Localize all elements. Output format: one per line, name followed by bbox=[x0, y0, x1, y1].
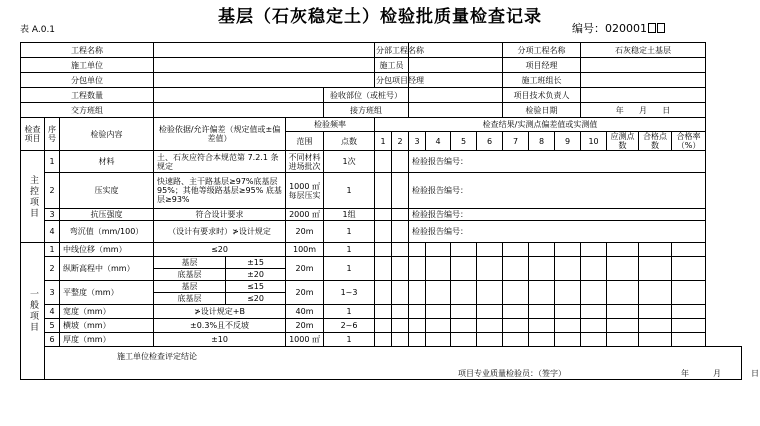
row-range: 100m bbox=[286, 243, 324, 257]
result-cell[interactable] bbox=[392, 319, 409, 333]
result-cell[interactable] bbox=[672, 281, 706, 305]
table-row bbox=[21, 209, 742, 221]
row-content: 横坡（mm） bbox=[60, 319, 154, 333]
serial-label: 编号： bbox=[572, 22, 605, 35]
result-cell[interactable] bbox=[477, 281, 503, 305]
row-sub-label: 基层 bbox=[154, 257, 226, 269]
row-points: 1次 bbox=[324, 151, 375, 173]
result-cell[interactable] bbox=[672, 319, 706, 333]
row-no: 1 bbox=[45, 151, 60, 173]
result-cell[interactable] bbox=[392, 151, 409, 173]
row-points: 1 bbox=[324, 333, 375, 347]
footer-month: 月 bbox=[713, 369, 721, 378]
col-num: 5 bbox=[451, 132, 477, 151]
table-row bbox=[21, 281, 742, 293]
project-manager-label: 项目经理 bbox=[503, 58, 581, 73]
header-row bbox=[21, 88, 742, 103]
result-cell[interactable] bbox=[375, 151, 392, 173]
col-num: 4 bbox=[426, 132, 451, 151]
result-cell[interactable] bbox=[477, 243, 503, 257]
row-no: 3 bbox=[45, 209, 60, 221]
result-cell[interactable] bbox=[581, 257, 607, 281]
result-cell[interactable] bbox=[409, 305, 426, 319]
col-points: 点数 bbox=[324, 132, 375, 151]
result-cell[interactable] bbox=[409, 333, 426, 347]
result-cell[interactable] bbox=[555, 243, 581, 257]
result-cell[interactable] bbox=[375, 209, 392, 221]
result-cell[interactable] bbox=[503, 243, 529, 257]
result-cell[interactable] bbox=[426, 257, 451, 281]
result-cell[interactable] bbox=[555, 319, 581, 333]
result-cell[interactable] bbox=[639, 305, 672, 319]
result-cell[interactable] bbox=[409, 243, 426, 257]
row-range: 20m bbox=[286, 221, 324, 243]
result-cell[interactable] bbox=[529, 281, 555, 305]
main-group-label: 主控项目 bbox=[21, 151, 45, 243]
result-cell[interactable] bbox=[529, 319, 555, 333]
project-name-label: 工程名称 bbox=[21, 43, 154, 58]
acceptance-location-value[interactable] bbox=[409, 88, 503, 103]
row-content: 中线位移（mm） bbox=[60, 243, 154, 257]
construction-unit-value[interactable] bbox=[154, 58, 375, 73]
result-cell[interactable] bbox=[409, 281, 426, 305]
result-cell[interactable] bbox=[477, 257, 503, 281]
col-content: 检验内容 bbox=[60, 118, 154, 151]
result-cell[interactable] bbox=[581, 319, 607, 333]
inspection-date-label: 检验日期 bbox=[503, 103, 581, 118]
result-cell[interactable] bbox=[639, 281, 672, 305]
row-content: 平整度（mm） bbox=[60, 281, 154, 305]
row-content: 抗压强度 bbox=[60, 209, 154, 221]
result-cell[interactable] bbox=[392, 173, 409, 209]
header-row bbox=[21, 103, 742, 118]
result-cell[interactable] bbox=[672, 333, 706, 347]
table-row bbox=[21, 305, 742, 319]
result-cell[interactable] bbox=[392, 281, 409, 305]
team-leader-label: 施工班组长 bbox=[503, 73, 581, 88]
col-num: 1 bbox=[375, 132, 392, 151]
row-no: 3 bbox=[45, 281, 60, 305]
col-qualified: 合格点数 bbox=[639, 132, 672, 151]
footer-row bbox=[21, 347, 742, 380]
col-rate: 合格率（%） bbox=[672, 132, 706, 151]
row-basis: ≤20 bbox=[154, 243, 286, 257]
year-label: 年 bbox=[615, 105, 624, 115]
result-cell[interactable] bbox=[451, 243, 477, 257]
row-sub-value: ≤15 bbox=[226, 281, 286, 293]
result-cell[interactable] bbox=[672, 257, 706, 281]
row-basis: ±0.3%且不反坡 bbox=[154, 319, 286, 333]
row-content: 压实度 bbox=[60, 173, 154, 209]
row-basis: ≯设计规定+B bbox=[154, 305, 286, 319]
col-range: 范围 bbox=[286, 132, 324, 151]
row-no: 1 bbox=[45, 243, 60, 257]
day-label: 日 bbox=[662, 105, 671, 115]
result-cell[interactable] bbox=[392, 209, 409, 221]
row-no: 4 bbox=[45, 305, 60, 319]
crew-label: 施工员 bbox=[375, 58, 409, 73]
project-name-value[interactable] bbox=[154, 43, 375, 58]
result-cell[interactable] bbox=[607, 281, 639, 305]
result-cell[interactable] bbox=[607, 319, 639, 333]
col-num: 10 bbox=[581, 132, 607, 151]
result-cell[interactable] bbox=[409, 257, 426, 281]
result-cell[interactable] bbox=[426, 333, 451, 347]
blank-box bbox=[657, 23, 665, 33]
result-cell[interactable] bbox=[639, 319, 672, 333]
sub-manager-label: 分包项目经理 bbox=[375, 73, 409, 88]
result-cell[interactable] bbox=[392, 305, 409, 319]
row-points: 1 bbox=[324, 257, 375, 281]
footer-day: 日 bbox=[751, 369, 759, 378]
form-title: 基层（石灰稳定土）检验批质量检查记录 bbox=[218, 7, 542, 27]
footer-year: 年 bbox=[681, 369, 689, 378]
table-row bbox=[21, 333, 742, 347]
acceptance-location-label: 验收部位（或桩号） bbox=[324, 88, 409, 103]
result-cell[interactable] bbox=[451, 305, 477, 319]
row-range: 20m bbox=[286, 257, 324, 281]
row-points: 1 bbox=[324, 243, 375, 257]
row-range: 40m bbox=[286, 305, 324, 319]
result-cell[interactable] bbox=[375, 305, 392, 319]
col-num: 6 bbox=[477, 132, 503, 151]
report-number-cell[interactable]: 检验报告编号： bbox=[409, 173, 706, 209]
result-cell[interactable] bbox=[451, 281, 477, 305]
result-cell[interactable] bbox=[639, 243, 672, 257]
header-row bbox=[21, 58, 742, 73]
conclusion-cell[interactable] bbox=[45, 347, 759, 380]
col-num: 8 bbox=[529, 132, 555, 151]
table-row bbox=[21, 151, 742, 173]
result-cell[interactable] bbox=[555, 333, 581, 347]
header-row bbox=[21, 43, 742, 58]
general-group-label: 一般项目 bbox=[21, 243, 45, 380]
col-results: 检查结果/实测点偏差值或实测值 bbox=[375, 118, 706, 132]
inspector-signature-label: 项目专业质量检验员：（签字） bbox=[458, 369, 566, 378]
report-number-cell[interactable]: 检验报告编号： bbox=[409, 209, 706, 221]
result-cell[interactable] bbox=[607, 243, 639, 257]
result-cell[interactable] bbox=[426, 305, 451, 319]
month-label: 月 bbox=[639, 105, 648, 115]
row-range: 1000 ㎡ bbox=[286, 333, 324, 347]
result-cell[interactable] bbox=[375, 173, 392, 209]
row-content: 弯沉值（mm/100） bbox=[60, 221, 154, 243]
row-basis: 符合设计要求 bbox=[154, 209, 286, 221]
row-sub-value: ≤20 bbox=[226, 293, 286, 305]
result-cell[interactable] bbox=[392, 333, 409, 347]
result-cell[interactable] bbox=[607, 257, 639, 281]
col-basis: 检验依据/允许偏差（规定值或±偏差值） bbox=[154, 118, 286, 151]
result-cell[interactable] bbox=[503, 305, 529, 319]
receiving-team-label: 接方班组 bbox=[324, 103, 409, 118]
result-cell[interactable] bbox=[581, 281, 607, 305]
col-num: 7 bbox=[503, 132, 529, 151]
result-cell[interactable] bbox=[529, 257, 555, 281]
result-cell[interactable] bbox=[392, 243, 409, 257]
result-cell[interactable] bbox=[375, 257, 392, 281]
result-cell[interactable] bbox=[375, 333, 392, 347]
handover-team-label: 交方班组 bbox=[21, 103, 154, 118]
table-row bbox=[21, 173, 742, 209]
result-cell[interactable] bbox=[426, 319, 451, 333]
col-passed: 应测点数 bbox=[607, 132, 639, 151]
row-points: 1 bbox=[324, 221, 375, 243]
tech-lead-value[interactable] bbox=[581, 88, 706, 103]
row-content: 宽度（mm） bbox=[60, 305, 154, 319]
report-number-cell[interactable]: 检验报告编号： bbox=[409, 151, 706, 173]
result-cell[interactable] bbox=[555, 257, 581, 281]
result-cell[interactable] bbox=[503, 281, 529, 305]
result-cell[interactable] bbox=[503, 333, 529, 347]
result-cell[interactable] bbox=[672, 243, 706, 257]
col-num: 9 bbox=[555, 132, 581, 151]
receiving-team-value[interactable] bbox=[409, 103, 503, 118]
subsection-name-label: 分部工程名称 bbox=[375, 43, 409, 58]
col-num: 3 bbox=[409, 132, 426, 151]
result-cell[interactable] bbox=[375, 281, 392, 305]
result-cell[interactable] bbox=[607, 305, 639, 319]
form-number: 表 A.0.1 bbox=[20, 25, 56, 35]
col-freq: 检验频率 bbox=[286, 118, 375, 132]
result-cell[interactable] bbox=[477, 305, 503, 319]
report-number-cell[interactable]: 检验报告编号： bbox=[409, 221, 706, 243]
col-check-item: 检查项目 bbox=[21, 118, 45, 151]
sub-unit-value[interactable] bbox=[154, 73, 375, 88]
row-no: 5 bbox=[45, 319, 60, 333]
table-row bbox=[21, 319, 742, 333]
row-points: 2~6 bbox=[324, 319, 375, 333]
row-no: 4 bbox=[45, 221, 60, 243]
result-cell[interactable] bbox=[426, 281, 451, 305]
result-cell[interactable] bbox=[555, 281, 581, 305]
result-cell[interactable] bbox=[639, 257, 672, 281]
row-content: 纵断高程中（mm） bbox=[60, 257, 154, 281]
project-manager-value[interactable] bbox=[581, 58, 706, 73]
row-basis: ±10 bbox=[154, 333, 286, 347]
result-cell[interactable] bbox=[607, 333, 639, 347]
result-cell[interactable] bbox=[581, 305, 607, 319]
result-cell[interactable] bbox=[451, 333, 477, 347]
quantity-value[interactable] bbox=[154, 88, 324, 103]
result-cell[interactable] bbox=[529, 305, 555, 319]
result-cell[interactable] bbox=[451, 257, 477, 281]
conclusion-label: 施工单位检查评定结论 bbox=[117, 352, 197, 361]
result-cell[interactable] bbox=[529, 333, 555, 347]
team-leader-value[interactable] bbox=[581, 73, 706, 88]
result-cell[interactable] bbox=[375, 221, 392, 243]
blank-box bbox=[648, 23, 656, 33]
result-cell[interactable] bbox=[426, 243, 451, 257]
result-cell[interactable] bbox=[477, 333, 503, 347]
result-cell[interactable] bbox=[529, 243, 555, 257]
row-sub-label: 基层 bbox=[154, 281, 226, 293]
result-cell[interactable] bbox=[392, 221, 409, 243]
result-cell[interactable] bbox=[639, 333, 672, 347]
row-sub-label: 底基层 bbox=[154, 293, 226, 305]
row-range: 2000 ㎡ bbox=[286, 209, 324, 221]
row-points: 1~3 bbox=[324, 281, 375, 305]
row-no: 2 bbox=[45, 257, 60, 281]
result-cell[interactable] bbox=[375, 243, 392, 257]
tech-lead-label: 项目技术负责人 bbox=[503, 88, 581, 103]
item-name-label: 分项工程名称 bbox=[503, 43, 581, 58]
column-header-row bbox=[21, 118, 742, 132]
row-sub-label: 底基层 bbox=[154, 269, 226, 281]
row-points: 1组 bbox=[324, 209, 375, 221]
sub-unit-label: 分包单位 bbox=[21, 73, 154, 88]
row-sub-value: ±15 bbox=[226, 257, 286, 269]
row-content: 材料 bbox=[60, 151, 154, 173]
row-basis: 快速路、主干路基层≥97%底基层 95%；其他等级路基层≥95% 底基层≥93% bbox=[154, 173, 286, 209]
row-basis: （设计有要求时）≯设计规定 bbox=[154, 221, 286, 243]
result-cell[interactable] bbox=[392, 257, 409, 281]
row-basis: 土、石灰应符合本规范第 7.2.1 条规定 bbox=[154, 151, 286, 173]
result-cell[interactable] bbox=[375, 319, 392, 333]
result-cell[interactable] bbox=[477, 319, 503, 333]
row-range: 1000 ㎡每层压实 bbox=[286, 173, 324, 209]
table-row bbox=[21, 243, 742, 257]
result-cell[interactable] bbox=[409, 319, 426, 333]
inspection-table bbox=[20, 42, 759, 380]
row-content: 厚度（mm） bbox=[60, 333, 154, 347]
row-range: 20m bbox=[286, 281, 324, 305]
result-cell[interactable] bbox=[451, 319, 477, 333]
col-seq: 序号 bbox=[45, 118, 60, 151]
item-name-value: 石灰稳定土基层 bbox=[581, 43, 706, 58]
handover-team-value[interactable] bbox=[154, 103, 324, 118]
result-cell[interactable] bbox=[581, 243, 607, 257]
serial-number bbox=[572, 20, 665, 36]
result-cell[interactable] bbox=[555, 305, 581, 319]
row-points: 1 bbox=[324, 173, 375, 209]
row-no: 6 bbox=[45, 333, 60, 347]
col-num: 2 bbox=[392, 132, 409, 151]
quantity-label: 工程数量 bbox=[21, 88, 154, 103]
row-no: 2 bbox=[45, 173, 60, 209]
construction-unit-label: 施工单位 bbox=[21, 58, 154, 73]
crew-value[interactable] bbox=[409, 58, 503, 73]
inspection-date-value[interactable] bbox=[581, 103, 706, 118]
row-range: 20m bbox=[286, 319, 324, 333]
row-range: 不同材料进场批次 bbox=[286, 151, 324, 173]
row-sub-value: ±20 bbox=[226, 269, 286, 281]
serial-value: 020001 bbox=[605, 22, 647, 35]
result-cell[interactable] bbox=[581, 333, 607, 347]
result-cell[interactable] bbox=[503, 319, 529, 333]
header-row bbox=[21, 73, 742, 88]
table-row bbox=[21, 221, 742, 243]
result-cell[interactable] bbox=[503, 257, 529, 281]
result-cell[interactable] bbox=[672, 305, 706, 319]
table-row bbox=[21, 257, 742, 269]
row-points: 1 bbox=[324, 305, 375, 319]
